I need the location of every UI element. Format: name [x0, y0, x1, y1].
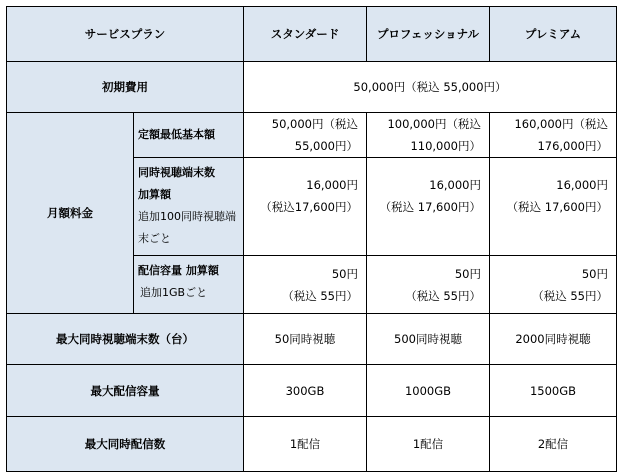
premium-storage-fee-line2: （税込 55円） [532, 288, 608, 303]
base-fee-label-text: 定額最低基本額 [138, 128, 215, 141]
standard-storage-fee-line2: （税込 55円） [282, 288, 358, 303]
storage-fee-label-line1: 配信容量 加算額 [138, 264, 219, 277]
professional-viewer-fee-line2: （税込 17,600円） [379, 200, 481, 214]
viewer-fee-label-line3: 追加100同時視聴端 [138, 210, 236, 223]
professional-viewer-fee-line1: 16,000円 [429, 178, 481, 192]
initial-cost-label: 初期費用 [7, 62, 244, 113]
professional-max-viewers: 500同時視聴 [367, 314, 490, 365]
max-viewers-label: 最大同時視聴端末数（台） [7, 314, 244, 365]
standard-base-fee-line1: 50,000円（税込 [271, 117, 358, 131]
base-fee-row [7, 113, 617, 158]
premium-viewer-fee [490, 158, 617, 256]
professional-plan-header: プロフェッショナル [367, 7, 490, 62]
standard-storage-fee-line1: 50円 [331, 266, 358, 281]
base-fee-label [134, 113, 244, 158]
storage-fee-label [134, 256, 244, 314]
premium-viewer-fee-line1: 16,000円 [556, 178, 608, 192]
premium-plan-header: プレミアム [490, 7, 617, 62]
max-capacity-row [7, 365, 617, 417]
monthly-fee-label: 月額料金 [7, 113, 134, 314]
max-streams-row [7, 417, 617, 472]
max-capacity-label: 最大配信容量 [7, 365, 244, 417]
premium-base-fee-line1: 160,000円（税込 [514, 117, 608, 131]
pricing-table [6, 6, 617, 472]
standard-max-viewers: 50同時視聴 [244, 314, 367, 365]
service-plan-header: サービスプラン [7, 7, 244, 62]
standard-base-fee [244, 113, 367, 158]
premium-storage-fee [490, 256, 617, 314]
premium-base-fee-line2: 176,000円） [537, 139, 608, 153]
viewer-fee-label [134, 158, 244, 256]
professional-max-streams: 1配信 [367, 417, 490, 472]
premium-storage-fee-line1: 50円 [581, 266, 608, 281]
standard-storage-fee [244, 256, 367, 314]
initial-cost-row [7, 62, 617, 113]
professional-viewer-fee [367, 158, 490, 256]
standard-viewer-fee-line1: 16,000円 [306, 178, 358, 192]
viewer-fee-label-line1: 同時視聴端末数 [138, 166, 215, 179]
standard-viewer-fee-line2: （税込17,600円） [260, 200, 358, 214]
header-row [7, 7, 617, 62]
max-streams-label: 最大同時配信数 [7, 417, 244, 472]
standard-base-fee-line2: 55,000円） [294, 139, 358, 153]
premium-max-viewers: 2000同時視聴 [490, 314, 617, 365]
professional-base-fee [367, 113, 490, 158]
viewer-fee-label-line4: 末ごと [138, 232, 171, 245]
premium-max-capacity: 1500GB [490, 365, 617, 417]
premium-base-fee [490, 113, 617, 158]
standard-max-streams: 1配信 [244, 417, 367, 472]
standard-viewer-fee [244, 158, 367, 256]
max-viewers-row [7, 314, 617, 365]
standard-plan-header: スタンダード [244, 7, 367, 62]
professional-storage-fee-line1: 50円 [454, 266, 481, 281]
pricing-table-container [6, 6, 617, 472]
viewer-fee-label-line2: 加算額 [138, 188, 171, 201]
professional-storage-fee-line2: （税込 55円） [405, 288, 481, 303]
professional-base-fee-line2: 110,000円） [410, 139, 481, 153]
initial-cost-value: 50,000円（税込 55,000円） [244, 62, 617, 113]
storage-fee-label-line2: 追加1GBごと [140, 286, 208, 299]
standard-max-capacity: 300GB [244, 365, 367, 417]
professional-storage-fee [367, 256, 490, 314]
premium-max-streams: 2配信 [490, 417, 617, 472]
professional-max-capacity: 1000GB [367, 365, 490, 417]
premium-viewer-fee-line2: （税込 17,600円） [506, 200, 608, 214]
professional-base-fee-line1: 100,000円（税込 [387, 117, 481, 131]
